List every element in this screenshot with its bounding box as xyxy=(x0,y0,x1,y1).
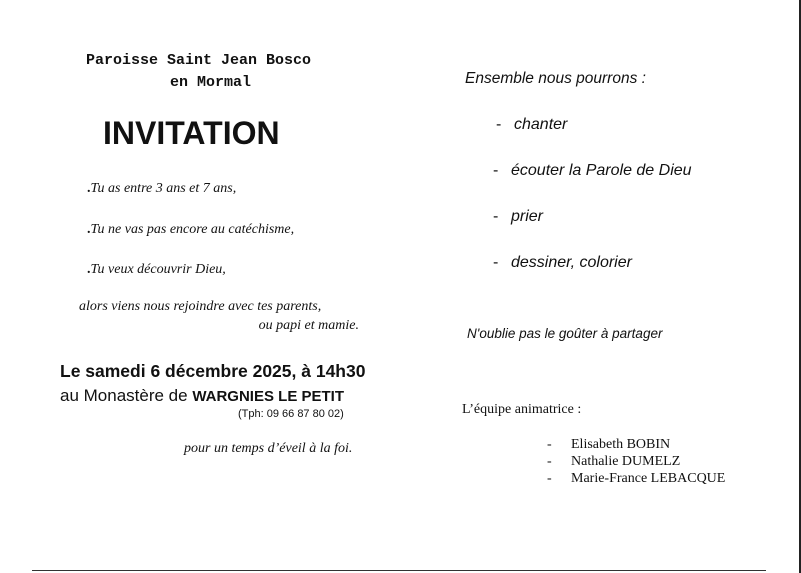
bullet-item xyxy=(87,181,236,197)
bullet-text: Tu veux découvrir Dieu, xyxy=(90,262,226,277)
team-member xyxy=(547,437,670,453)
team-heading: L’équipe animatrice : xyxy=(462,402,582,417)
team-member xyxy=(547,471,725,487)
event-place xyxy=(60,386,344,406)
parish-location: en Mormal xyxy=(170,74,252,91)
team-member-name: Nathalie DUMELZ xyxy=(571,454,681,469)
parish-name: Paroisse Saint Jean Bosco xyxy=(86,52,312,69)
bullet-text: Tu as entre 3 ans et 7 ans, xyxy=(90,181,237,196)
activities-intro: Ensemble nous pourrons : xyxy=(465,70,646,87)
bullet-mark: . xyxy=(87,222,91,237)
invite-line: alors viens nous rejoindre avec tes parents, xyxy=(79,299,322,314)
event-date: Le samedi 6 décembre 2025, à 14h30 xyxy=(60,361,366,381)
bullet-item xyxy=(87,222,294,238)
activity-text: écouter la Parole de Dieu xyxy=(511,162,692,179)
dash-mark: - xyxy=(493,254,499,271)
snack-note: N'oublie pas le goûter à partager xyxy=(467,326,663,341)
bullet-item xyxy=(87,262,226,278)
dash-mark: - xyxy=(493,208,499,225)
place-name: WARGNIES LE PETIT xyxy=(192,388,344,405)
dash-mark: - xyxy=(547,454,552,469)
activity-item xyxy=(493,162,692,180)
activity-item xyxy=(493,208,543,226)
dash-mark: - xyxy=(547,437,552,452)
bottom-rule xyxy=(32,570,766,571)
activity-item xyxy=(496,116,567,134)
bullet-mark: . xyxy=(87,262,91,277)
bullet-text: Tu ne vas pas encore au catéchisme, xyxy=(90,222,295,237)
team-member-name: Marie-France LEBACQUE xyxy=(571,471,726,486)
team-member-name: Elisabeth BOBIN xyxy=(571,437,671,452)
dash-mark: - xyxy=(547,471,552,486)
activity-text: dessiner, colorier xyxy=(511,254,632,271)
invitation-title: INVITATION xyxy=(103,115,280,151)
place-prefix: au Monastère de xyxy=(60,386,193,405)
bullet-mark: . xyxy=(87,181,91,196)
phone-number: (Tph: 09 66 87 80 02) xyxy=(238,408,344,420)
invite-line-2: ou papi et mamie. xyxy=(258,318,359,333)
dash-mark: - xyxy=(496,116,502,133)
event-purpose: pour un temps d’éveil à la foi. xyxy=(184,441,353,456)
dash-mark: - xyxy=(493,162,499,179)
team-member xyxy=(547,454,680,470)
activity-text: chanter xyxy=(514,116,568,133)
activity-item xyxy=(493,254,632,272)
activity-text: prier xyxy=(511,208,544,225)
